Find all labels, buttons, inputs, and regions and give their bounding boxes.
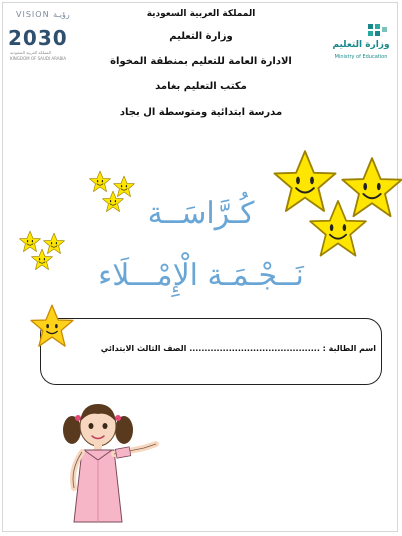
booklet-subtitle: نَــجْـمَـة الْإِمْـــلَاء: [98, 258, 304, 293]
girl-illustration: [52, 400, 162, 528]
student-name-line: [46, 344, 376, 353]
grade-label: الصف الثالث الابتدائي: [100, 344, 187, 353]
header-ministry: وزارة التعليم: [169, 31, 233, 42]
ministry-of-education-logo: [328, 22, 394, 70]
header-kingdom: المملكة العربية السعودية: [146, 9, 256, 19]
header-school: مدرسة ابتدائية ومتوسطة ال بجاد: [119, 107, 283, 118]
header-office: مكتب التعليم بغامد: [155, 81, 247, 92]
vision-logo-sub-ar: المملكة العربية السعودية: [10, 50, 52, 55]
moe-emblem-icon: [328, 22, 394, 40]
booklet-title: كُـرَّاسَــة: [147, 196, 255, 231]
moe-logo-sub: Ministry of Education: [334, 54, 388, 60]
header-administration: الادارة العامة للتعليم بمنطقة المخواة: [110, 56, 292, 67]
moe-logo-label: وزارة التعليم: [332, 40, 390, 50]
vision-logo-top: VISION رؤيـة: [16, 10, 70, 19]
student-name-blank: ...........................................: [189, 344, 320, 353]
vision-logo-year: 2030: [8, 26, 68, 50]
vision-2030-logo: [8, 10, 80, 66]
vision-logo-sub-en: KINGDOM OF SAUDI ARABIA: [10, 56, 67, 61]
student-name-label: اسم الطالبة :: [322, 344, 376, 353]
